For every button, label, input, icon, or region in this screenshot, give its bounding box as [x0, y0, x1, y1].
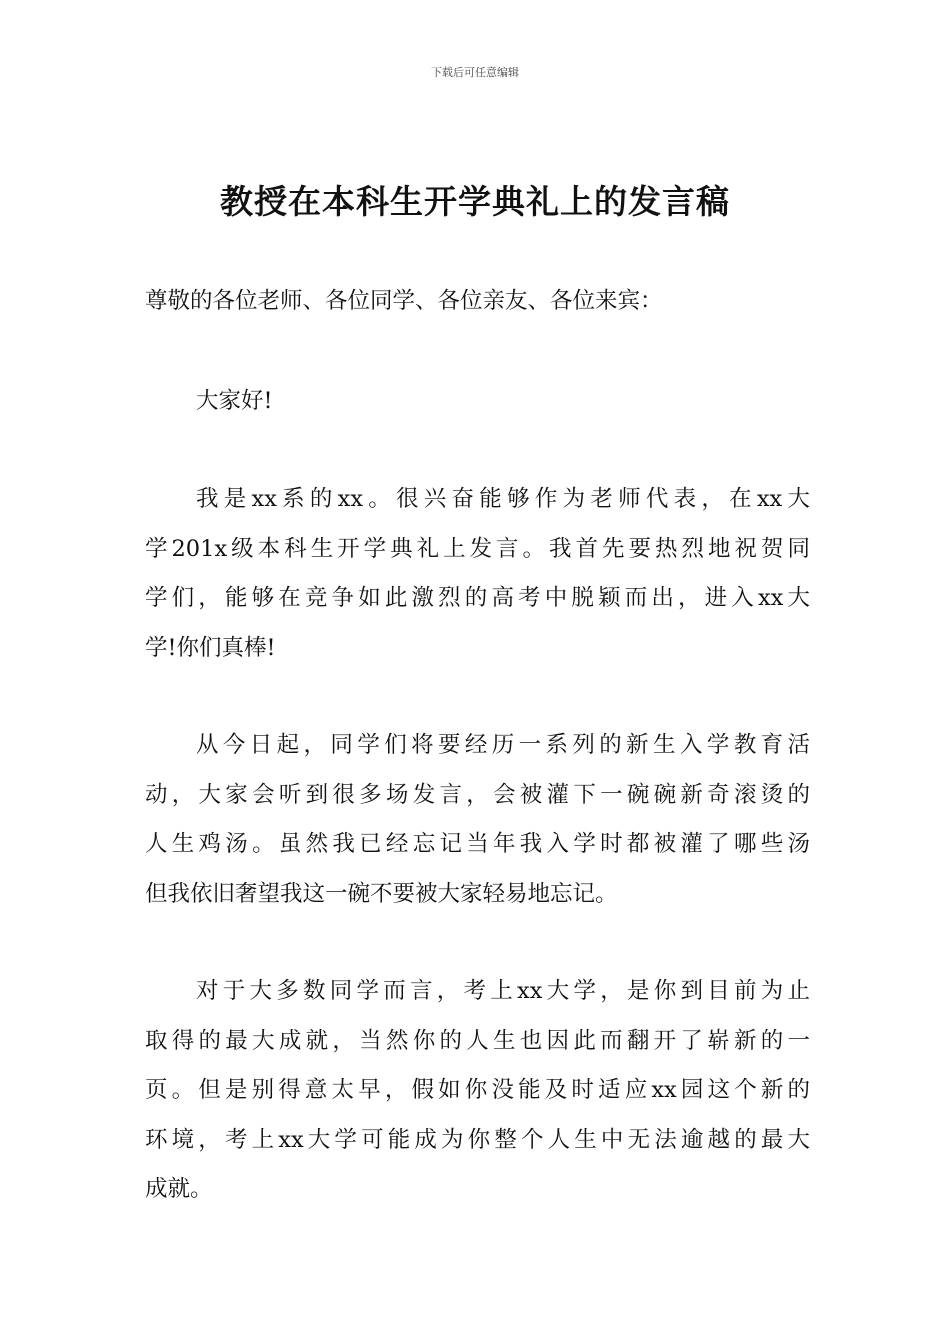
paragraph-line: 学201x级本科生开学典礼上发言。我首先要热烈地祝贺同: [145, 535, 810, 562]
paragraph-line: 从今日起，同学们将要经历一系列的新生入学教育活: [196, 732, 810, 758]
paragraph-achievement: [145, 973, 810, 1221]
paragraph-greeting: [145, 383, 810, 433]
paragraph-line: 大家好!: [196, 388, 273, 414]
paragraph-line: 页。但是别得意太早，假如你没能及时适应xx园这个新的: [145, 1077, 810, 1103]
header-note: 下载后可任意编辑: [431, 66, 519, 79]
paragraph-line: 成就。: [145, 1176, 213, 1202]
document-title: 教授在本科生开学典礼上的发言稿: [220, 182, 730, 221]
paragraph-line: 对于大多数同学而言，考上xx大学，是你到目前为止: [196, 978, 810, 1004]
paragraph-line: 学们，能够在竞争如此激烈的高考中脱颖而出，进入xx大: [145, 585, 810, 611]
paragraph-line: 但我依旧奢望我这一碗不要被大家轻易地忘记。: [145, 880, 618, 907]
paragraph-line: 环境，考上xx大学可能成为你整个人生中无法逾越的最大: [145, 1126, 810, 1153]
paragraph-line: 取得的最大成就，当然你的人生也因此而翻开了崭新的一: [145, 1027, 810, 1054]
paragraph-orientation: [145, 727, 810, 925]
paragraph-introduction: [145, 481, 810, 679]
paragraph-line: 动，大家会听到很多场发言，会被灌下一碗碗新奇滚烫的: [145, 781, 810, 808]
paragraph-line: 学!你们真棒!: [145, 634, 276, 661]
salutation: 尊敬的各位老师、各位同学、各位亲友、各位来宾：: [145, 288, 663, 314]
paragraph-line: 我是xx系的xx。很兴奋能够作为老师代表，在xx大: [196, 486, 810, 512]
paragraph-line: 人生鸡汤。虽然我已经忘记当年我入学时都被灌了哪些汤: [145, 831, 810, 857]
